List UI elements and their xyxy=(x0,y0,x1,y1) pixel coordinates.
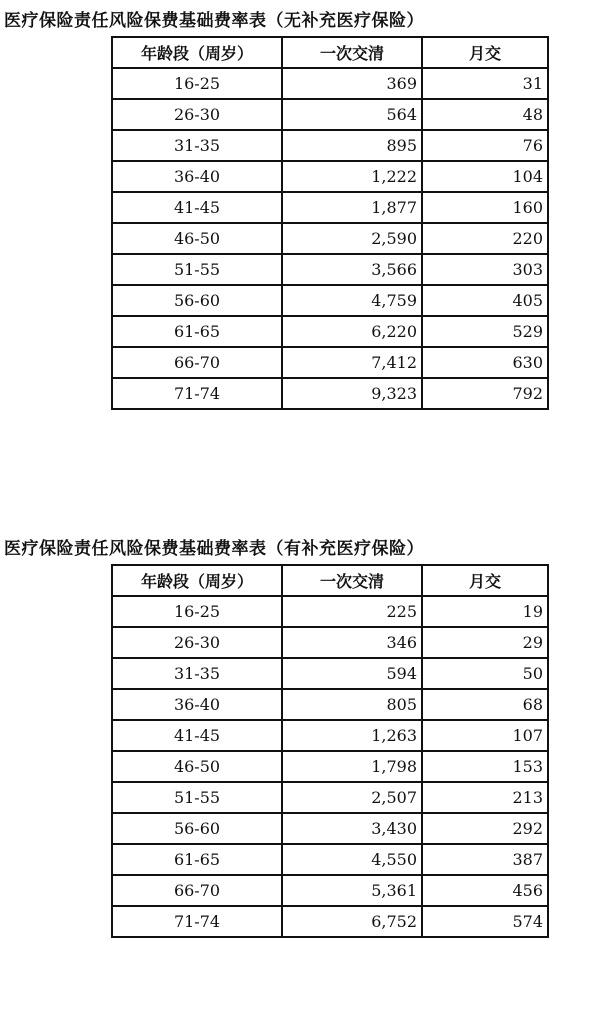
table-row xyxy=(112,68,548,99)
monthly-cell: 213 xyxy=(422,782,548,813)
table-row xyxy=(112,161,548,192)
column-header-age: 年龄段（周岁） xyxy=(112,565,282,596)
age-range-cell: 61-65 xyxy=(112,844,282,875)
monthly-cell: 303 xyxy=(422,254,548,285)
monthly-cell: 19 xyxy=(422,596,548,627)
monthly-cell: 68 xyxy=(422,689,548,720)
lump-sum-cell: 594 xyxy=(282,658,422,689)
table-row xyxy=(112,689,548,720)
lump-sum-cell: 1,263 xyxy=(282,720,422,751)
age-range-cell: 16-25 xyxy=(112,68,282,99)
age-range-cell: 51-55 xyxy=(112,782,282,813)
table-row xyxy=(112,99,548,130)
monthly-cell: 387 xyxy=(422,844,548,875)
monthly-cell: 529 xyxy=(422,316,548,347)
age-range-cell: 56-60 xyxy=(112,285,282,316)
lump-sum-cell: 369 xyxy=(282,68,422,99)
table-row xyxy=(112,192,548,223)
age-range-cell: 31-35 xyxy=(112,658,282,689)
age-range-cell: 46-50 xyxy=(112,223,282,254)
age-range-cell: 56-60 xyxy=(112,813,282,844)
table-row xyxy=(112,751,548,782)
table-row xyxy=(112,844,548,875)
table-row xyxy=(112,223,548,254)
age-range-cell: 41-45 xyxy=(112,720,282,751)
rate-table xyxy=(111,564,549,938)
table-header-row xyxy=(112,565,548,596)
monthly-cell: 31 xyxy=(422,68,548,99)
lump-sum-cell: 6,752 xyxy=(282,906,422,937)
age-range-cell: 66-70 xyxy=(112,347,282,378)
monthly-cell: 792 xyxy=(422,378,548,409)
table-row xyxy=(112,130,548,161)
table-row xyxy=(112,347,548,378)
lump-sum-cell: 4,550 xyxy=(282,844,422,875)
lump-sum-cell: 1,798 xyxy=(282,751,422,782)
table-row xyxy=(112,782,548,813)
lump-sum-cell: 1,222 xyxy=(282,161,422,192)
monthly-cell: 405 xyxy=(422,285,548,316)
table-row xyxy=(112,627,548,658)
age-range-cell: 26-30 xyxy=(112,99,282,130)
column-header-lump-sum: 一次交清 xyxy=(282,37,422,68)
age-range-cell: 46-50 xyxy=(112,751,282,782)
age-range-cell: 66-70 xyxy=(112,875,282,906)
table-row xyxy=(112,720,548,751)
table-header-row xyxy=(112,37,548,68)
monthly-cell: 574 xyxy=(422,906,548,937)
age-range-cell: 26-30 xyxy=(112,627,282,658)
table-row xyxy=(112,813,548,844)
age-range-cell: 36-40 xyxy=(112,689,282,720)
lump-sum-cell: 1,877 xyxy=(282,192,422,223)
table-row xyxy=(112,378,548,409)
table-row xyxy=(112,658,548,689)
lump-sum-cell: 9,323 xyxy=(282,378,422,409)
column-header-age: 年龄段（周岁） xyxy=(112,37,282,68)
monthly-cell: 153 xyxy=(422,751,548,782)
age-range-cell: 16-25 xyxy=(112,596,282,627)
age-range-cell: 41-45 xyxy=(112,192,282,223)
lump-sum-cell: 564 xyxy=(282,99,422,130)
lump-sum-cell: 805 xyxy=(282,689,422,720)
table-row xyxy=(112,875,548,906)
monthly-cell: 220 xyxy=(422,223,548,254)
age-range-cell: 51-55 xyxy=(112,254,282,285)
lump-sum-cell: 225 xyxy=(282,596,422,627)
lump-sum-cell: 895 xyxy=(282,130,422,161)
table-row xyxy=(112,316,548,347)
lump-sum-cell: 4,759 xyxy=(282,285,422,316)
monthly-cell: 292 xyxy=(422,813,548,844)
age-range-cell: 71-74 xyxy=(112,378,282,409)
monthly-cell: 50 xyxy=(422,658,548,689)
lump-sum-cell: 2,590 xyxy=(282,223,422,254)
lump-sum-cell: 3,566 xyxy=(282,254,422,285)
lump-sum-cell: 6,220 xyxy=(282,316,422,347)
table-row xyxy=(112,285,548,316)
table-row xyxy=(112,254,548,285)
monthly-cell: 107 xyxy=(422,720,548,751)
table-row xyxy=(112,906,548,937)
age-range-cell: 31-35 xyxy=(112,130,282,161)
lump-sum-cell: 3,430 xyxy=(282,813,422,844)
column-header-lump-sum: 一次交清 xyxy=(282,565,422,596)
age-range-cell: 36-40 xyxy=(112,161,282,192)
monthly-cell: 48 xyxy=(422,99,548,130)
column-header-monthly: 月交 xyxy=(422,37,548,68)
age-range-cell: 71-74 xyxy=(112,906,282,937)
age-range-cell: 61-65 xyxy=(112,316,282,347)
table-row xyxy=(112,596,548,627)
rate-table xyxy=(111,36,549,410)
lump-sum-cell: 2,507 xyxy=(282,782,422,813)
lump-sum-cell: 7,412 xyxy=(282,347,422,378)
monthly-cell: 630 xyxy=(422,347,548,378)
monthly-cell: 29 xyxy=(422,627,548,658)
table-title: 医疗保险责任风险保费基础费率表（有补充医疗保险） xyxy=(4,539,424,559)
table-title: 医疗保险责任风险保费基础费率表（无补充医疗保险） xyxy=(4,11,424,31)
monthly-cell: 160 xyxy=(422,192,548,223)
column-header-monthly: 月交 xyxy=(422,565,548,596)
monthly-cell: 76 xyxy=(422,130,548,161)
lump-sum-cell: 346 xyxy=(282,627,422,658)
monthly-cell: 456 xyxy=(422,875,548,906)
monthly-cell: 104 xyxy=(422,161,548,192)
lump-sum-cell: 5,361 xyxy=(282,875,422,906)
